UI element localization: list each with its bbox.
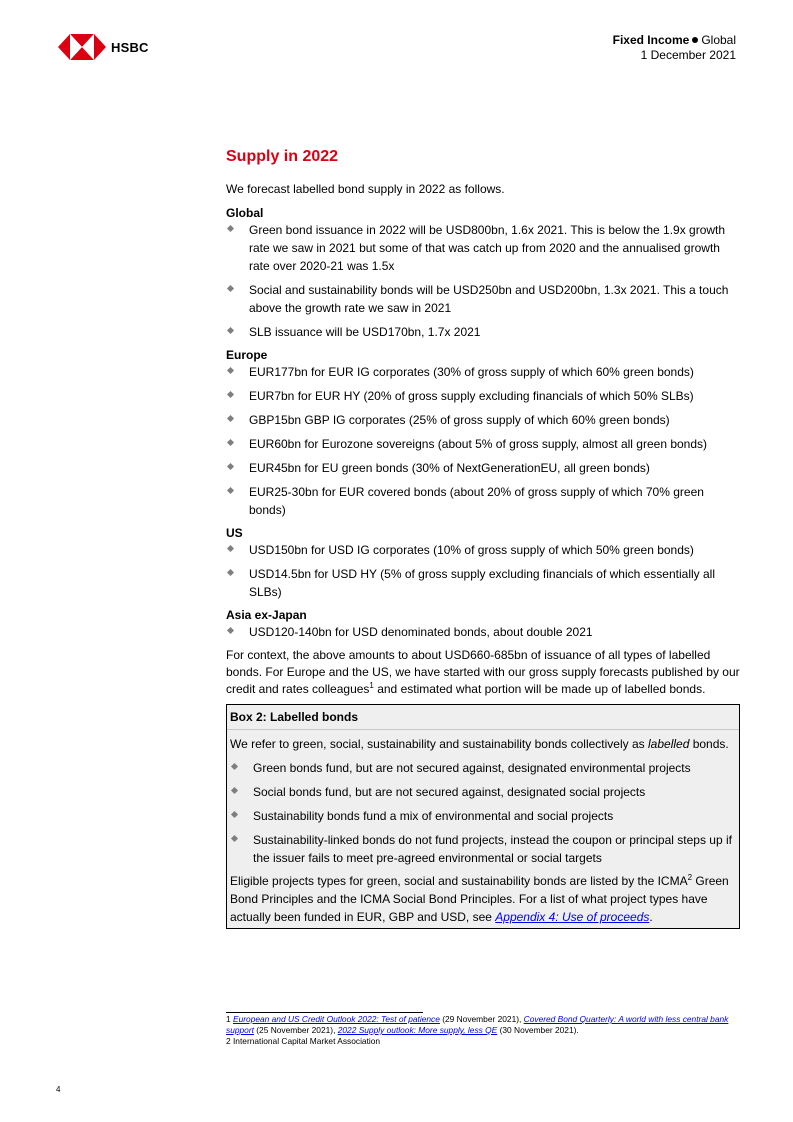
diamond-bullet-icon	[227, 415, 234, 422]
box-intro: We refer to green, social, sustainability and sustainability bonds collectively as labelled bonds.	[230, 737, 729, 751]
box-closing-paragraph: Eligible projects types for green, social and sustainability bonds are listed by the ICMA$^2$ Green Bond Principles and the ICMA Social Bond Principles. For a list of what project types have actually been funded in EUR, GBP and USD, see Appendix 4: Use of proceeds.	[230, 873, 729, 924]
diamond-bullet-icon	[231, 835, 238, 842]
group-title-asia: Asia ex-Japan	[226, 608, 307, 622]
footnote-2: 2 International Capital Market Association	[226, 1036, 381, 1046]
header-category: Fixed Income	[612, 33, 690, 47]
diamond-bullet-icon	[227, 367, 234, 374]
list-item: EUR177bn for EUR IG corporates (30% of gross supply of which 60% green bonds)	[226, 363, 740, 381]
list-item: USD14.5bn for USD HY (5% of gross supply excluding financials of which essentially all SLBs)	[226, 565, 740, 601]
list-item: EUR25-30bn for EUR covered bonds (about 20% of gross supply of which 70% green bonds)	[226, 483, 740, 519]
header-date: 1 December 2021	[640, 48, 736, 62]
diamond-bullet-icon	[227, 487, 234, 494]
diamond-bullet-icon	[227, 285, 234, 292]
global-list	[226, 221, 740, 341]
list-item: EUR7bn for EUR HY (20% of gross supply excluding financials of which 50% SLBs)	[226, 387, 740, 405]
footnote-link-credit-outlook[interactable]: European and US Credit Outlook 2022: Test of patience	[233, 1014, 440, 1024]
group-title-europe: Europe	[226, 348, 268, 362]
context-paragraph: For context, the above amounts to about USD660-685bn of issuance of all types of labelled bonds. For Europe and the US, we have started with our gross supply forecasts published by our credit and rates colleagues$^1$ and estimated what portion will be made up of labelled bonds.	[226, 648, 740, 696]
asia-list	[226, 623, 740, 641]
list-item: Sustainability-linked bonds do not fund projects, instead the coupon or principal steps up if the issuer fails to meet pre-agreed environmental or social targets	[230, 831, 736, 867]
list-item: USD120-140bn for USD denominated bonds, about double 2021	[226, 623, 740, 641]
diamond-bullet-icon	[227, 545, 234, 552]
group-title-global: Global	[226, 206, 264, 220]
list-item: Social and sustainability bonds will be USD250bn and USD200bn, 1.3x 2021. This a touch above the growth rate we saw in 2021	[226, 281, 740, 317]
brand-name: HSBC	[111, 39, 149, 55]
footnote-link-covered-bond[interactable]: Covered Bond Quarterly: A world with less central bank support	[226, 1014, 729, 1035]
header-region: Global	[701, 33, 736, 47]
footnotes	[226, 1012, 742, 1047]
list-item: Green bonds fund, but are not secured against, designated environmental projects	[230, 759, 736, 777]
group-title-us: US	[226, 526, 243, 540]
section-intro: We forecast labelled bond supply in 2022 as follows.	[226, 182, 505, 196]
box-labelled-bonds	[226, 704, 740, 929]
footnote-ref-2[interactable]: 2	[687, 873, 693, 882]
list-item: USD150bn for USD IG corporates (10% of gross supply of which 50% green bonds)	[226, 541, 740, 559]
footnote-1: 1 European and US Credit Outlook 2022: Test of patience (29 November 2021), Covered Bond Quarterly: A world with less central bank support (25 November 2021), 2022 Supply outlook: More supply, less QE (30 November 2021).	[226, 1014, 729, 1035]
page-number: 4	[56, 1085, 61, 1094]
list-item: EUR60bn for Eurozone sovereigns (about 5% of gross supply, almost all green bonds)	[226, 435, 740, 453]
europe-list	[226, 363, 740, 519]
list-item: SLB issuance will be USD170bn, 1.7x 2021	[226, 323, 740, 341]
hsbc-logo	[58, 34, 149, 60]
footnote-link-supply-outlook[interactable]: 2022 Supply outlook: More supply, less QE	[337, 1025, 498, 1035]
box-list	[227, 759, 739, 867]
list-item: GBP15bn GBP IG corporates (25% of gross supply of which 60% green bonds)	[226, 411, 740, 429]
hsbc-hexagon-icon	[58, 34, 106, 60]
list-item: Social bonds fund, but are not secured against, designated social projects	[230, 783, 736, 801]
diamond-bullet-icon	[227, 569, 234, 576]
appendix-4-link[interactable]: Appendix 4: Use of proceeds	[495, 910, 650, 924]
diamond-bullet-icon	[227, 627, 234, 634]
diamond-bullet-icon	[227, 439, 234, 446]
box-title: Box 2: Labelled bonds	[227, 708, 739, 730]
page-header	[613, 33, 736, 63]
diamond-bullet-icon	[227, 463, 234, 470]
diamond-bullet-icon	[231, 811, 238, 818]
list-item: Sustainability bonds fund a mix of environmental and social projects	[230, 807, 736, 825]
list-item: Green bond issuance in 2022 will be USD800bn, 1.6x 2021. This is below the 1.9x growth rate we saw in 2021 but some of that was catch up from 2020 and the annualised growth rate over 2020-21 was 1.5x	[226, 221, 740, 275]
footnote-ref-1[interactable]: 1	[369, 681, 374, 690]
section-title: Supply in 2022	[226, 148, 339, 165]
diamond-bullet-icon	[227, 225, 234, 232]
diamond-bullet-icon	[227, 327, 234, 334]
main-content	[226, 148, 740, 929]
bullet-dot-icon	[692, 37, 698, 43]
diamond-bullet-icon	[231, 787, 238, 794]
diamond-bullet-icon	[231, 763, 238, 770]
list-item: EUR45bn for EU green bonds (30% of NextGenerationEU, all green bonds)	[226, 459, 740, 477]
diamond-bullet-icon	[227, 391, 234, 398]
us-list	[226, 541, 740, 601]
